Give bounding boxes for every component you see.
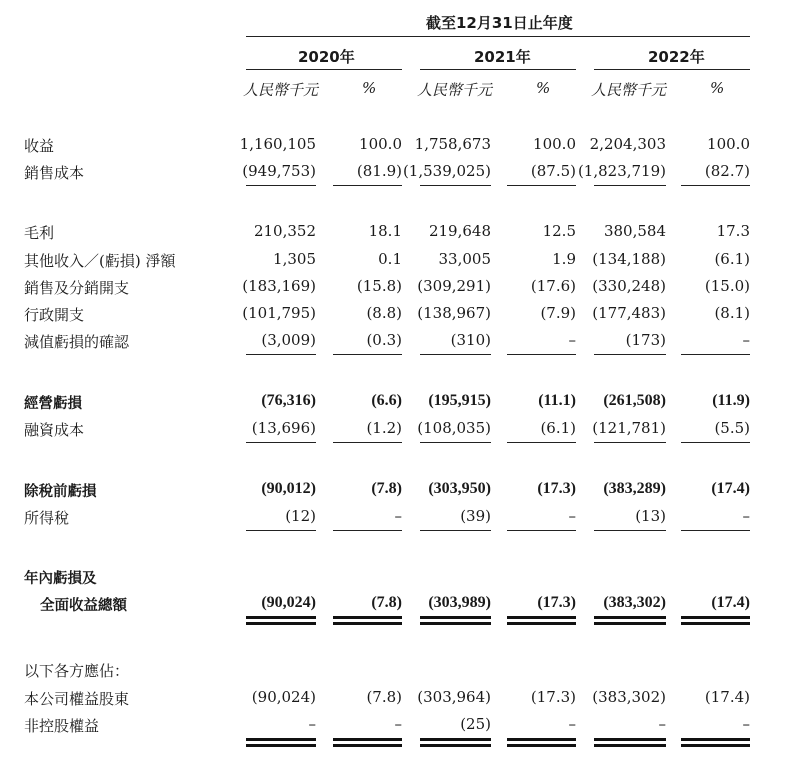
row-label-finance-costs: 融資成本 [24,421,85,439]
cell-revenue-2020-percent: 100.0 [359,135,402,153]
unit-label-2022: 人民幣千元 [591,81,667,99]
double-rule-bottom-total-2021-amount [420,622,491,625]
cell-total-comprehensive-loss-2020-percent: (7.8) [371,594,402,611]
cell-non-controlling-2022-amount: – [658,715,666,733]
cell-revenue-2022-percent: 100.0 [707,135,750,153]
double-rule-bottom-total-2020-amount [246,622,316,625]
rule-after-income-tax-2022-amount [594,530,666,531]
unit-label-2020: 人民幣千元 [243,81,319,99]
cell-income-tax-2020-percent: – [394,507,402,525]
double-rule-top-attributable-2021-amount [420,738,491,741]
cell-selling-expenses-2020-percent: (15.8) [356,277,402,295]
row-label-selling-expenses: 銷售及分銷開支 [24,279,130,297]
cell-income-tax-2021-percent: – [568,507,576,525]
double-rule-top-total-2021-percent [507,616,576,619]
double-rule-top-total-2020-percent [333,616,402,619]
cell-finance-costs-2021-percent: (6.1) [540,419,576,437]
row-label-impairment: 減值虧損的確認 [24,333,130,351]
cell-impairment-2020-percent: (0.3) [366,331,402,349]
cell-loss-before-tax-2021-amount: (303,950) [428,480,491,497]
cell-total-comprehensive-loss-2022-amount: (383,302) [603,594,666,611]
double-rule-top-attributable-2020-percent [333,738,402,741]
cell-revenue-2022-amount: 2,204,303 [589,135,666,153]
rule-after-finance-costs-2021-amount [420,442,491,443]
cell-income-tax-2021-amount: (39) [460,507,491,525]
year-rule-2021 [420,69,576,70]
double-rule-bottom-attributable-2022-amount [594,744,666,747]
cell-revenue-2020-amount: 1,160,105 [239,135,316,153]
cell-operating-loss-2020-amount: (76,316) [261,392,316,409]
cell-impairment-2021-percent: – [568,331,576,349]
rule-after-cost-of-sales-2020-amount [246,185,316,186]
cell-operating-loss-2022-percent: (11.9) [712,392,750,409]
year-header-2020: 2020年 [298,48,355,66]
percent-label-2022: % [710,79,725,97]
cell-other-income-2021-amount: 33,005 [438,250,491,268]
rule-after-income-tax-2022-percent [681,530,750,531]
year-header-2021: 2021年 [474,48,531,66]
double-rule-bottom-attributable-2021-percent [507,744,576,747]
cell-gross-profit-2022-percent: 17.3 [716,222,750,240]
rule-after-income-tax-2021-percent [507,530,576,531]
double-rule-bottom-attributable-2020-percent [333,744,402,747]
cell-loss-before-tax-2021-percent: (17.3) [537,480,576,497]
double-rule-bottom-attributable-2022-percent [681,744,750,747]
double-rule-bottom-total-2021-percent [507,622,576,625]
rule-after-impairment-2020-percent [333,354,402,355]
cell-other-income-2020-percent: 0.1 [378,250,402,268]
cell-selling-expenses-2022-amount: (330,248) [592,277,666,295]
cell-operating-loss-2021-amount: (195,915) [428,392,491,409]
cell-admin-expenses-2020-amount: (101,795) [242,304,316,322]
rule-after-income-tax-2020-percent [333,530,402,531]
cell-non-controlling-2021-percent: – [568,715,576,733]
cell-non-controlling-2020-percent: – [394,715,402,733]
header-rule [246,36,750,37]
cell-other-income-2020-amount: 1,305 [273,250,316,268]
rule-after-cost-of-sales-2022-amount [594,185,666,186]
row-label-other-income: 其他收入／(虧損) 淨額 [24,252,176,270]
percent-label-2020: % [362,79,377,97]
cell-gross-profit-2021-percent: 12.5 [542,222,576,240]
row-label-income-tax: 所得稅 [24,509,70,527]
cell-admin-expenses-2021-percent: (7.9) [540,304,576,322]
cell-loss-before-tax-2022-amount: (383,289) [603,480,666,497]
rule-after-impairment-2021-amount [420,354,491,355]
cell-cost-of-sales-2020-percent: (81.9) [356,162,402,180]
cell-other-income-2022-amount: (134,188) [592,250,666,268]
cell-finance-costs-2022-amount: (121,781) [592,419,666,437]
double-rule-bottom-total-2022-amount [594,622,666,625]
rule-after-finance-costs-2021-percent [507,442,576,443]
double-rule-top-total-2022-amount [594,616,666,619]
cell-finance-costs-2020-amount: (13,696) [251,419,316,437]
cell-loss-before-tax-2020-percent: (7.8) [371,480,402,497]
double-rule-top-total-2021-amount [420,616,491,619]
rule-after-finance-costs-2022-percent [681,442,750,443]
cell-total-comprehensive-loss-2022-percent: (17.4) [711,594,750,611]
row-label-gross-profit: 毛利 [24,224,55,242]
cell-total-comprehensive-loss-2021-amount: (303,989) [428,594,491,611]
cell-cost-of-sales-2021-percent: (87.5) [530,162,576,180]
row-label-loss-before-tax: 除稅前虧損 [24,484,97,500]
cell-equity-shareholders-2020-percent: (7.8) [366,688,402,706]
cell-equity-shareholders-2022-percent: (17.4) [704,688,750,706]
cell-operating-loss-2021-percent: (11.1) [538,392,576,409]
cell-income-tax-2022-amount: (13) [635,507,666,525]
row-label-admin-expenses: 行政開支 [24,306,85,324]
row-label-non-controlling: 非控股權益 [24,717,100,735]
cell-cost-of-sales-2022-amount: (1,823,719) [577,162,666,180]
cell-income-tax-2022-percent: – [742,507,750,525]
cell-admin-expenses-2022-amount: (177,483) [592,304,666,322]
cell-impairment-2020-amount: (3,009) [261,331,316,349]
cell-admin-expenses-2021-amount: (138,967) [417,304,491,322]
rule-after-finance-costs-2022-amount [594,442,666,443]
cell-total-comprehensive-loss-2021-percent: (17.3) [537,594,576,611]
cell-gross-profit-2021-amount: 219,648 [428,222,491,240]
cell-revenue-2021-amount: 1,758,673 [414,135,491,153]
cell-selling-expenses-2021-percent: (17.6) [530,277,576,295]
cell-non-controlling-2021-amount: (25) [460,715,491,733]
cell-equity-shareholders-2022-amount: (383,302) [592,688,666,706]
double-rule-top-attributable-2020-amount [246,738,316,741]
cell-selling-expenses-2020-amount: (183,169) [242,277,316,295]
unit-label-2021: 人民幣千元 [417,81,493,99]
cell-equity-shareholders-2020-amount: (90,024) [251,688,316,706]
double-rule-bottom-attributable-2021-amount [420,744,491,747]
period-header: 截至12月31日止年度 [426,14,573,32]
rule-after-income-tax-2020-amount [246,530,316,531]
cell-selling-expenses-2021-amount: (309,291) [417,277,491,295]
cell-revenue-2021-percent: 100.0 [533,135,576,153]
rule-after-impairment-2022-amount [594,354,666,355]
year-header-2022: 2022年 [648,48,705,66]
cell-operating-loss-2020-percent: (6.6) [371,392,402,409]
rule-after-impairment-2022-percent [681,354,750,355]
year-rule-2020 [246,69,402,70]
rule-after-finance-costs-2020-percent [333,442,402,443]
cell-impairment-2021-amount: (310) [450,331,491,349]
cell-admin-expenses-2020-percent: (8.8) [366,304,402,322]
cell-loss-before-tax-2020-amount: (90,012) [261,480,316,497]
cell-cost-of-sales-2022-percent: (82.7) [704,162,750,180]
cell-non-controlling-2020-amount: – [308,715,316,733]
rule-after-finance-costs-2020-amount [246,442,316,443]
double-rule-bottom-attributable-2020-amount [246,744,316,747]
rule-after-impairment-2020-amount [246,354,316,355]
double-rule-top-attributable-2021-percent [507,738,576,741]
cell-equity-shareholders-2021-percent: (17.3) [530,688,576,706]
double-rule-top-total-2022-percent [681,616,750,619]
row-label-total-loss-line2: 全面收益總額 [40,598,127,614]
cell-other-income-2022-percent: (6.1) [714,250,750,268]
row-label-equity-shareholders: 本公司權益股東 [24,690,130,708]
rule-after-impairment-2021-percent [507,354,576,355]
cell-cost-of-sales-2021-amount: (1,539,025) [402,162,491,180]
cell-selling-expenses-2022-percent: (15.0) [704,277,750,295]
rule-after-cost-of-sales-2021-amount [420,185,491,186]
double-rule-bottom-total-2020-percent [333,622,402,625]
percent-label-2021: % [536,79,551,97]
cell-finance-costs-2021-amount: (108,035) [417,419,491,437]
row-label-cost-of-sales: 銷售成本 [24,164,85,182]
row-label-operating-loss: 經營虧損 [24,396,82,412]
cell-impairment-2022-amount: (173) [625,331,666,349]
cell-finance-costs-2020-percent: (1.2) [366,419,402,437]
cell-income-tax-2020-amount: (12) [285,507,316,525]
rule-after-cost-of-sales-2022-percent [681,185,750,186]
cell-equity-shareholders-2021-amount: (303,964) [417,688,491,706]
cell-loss-before-tax-2022-percent: (17.4) [711,480,750,497]
cell-gross-profit-2020-amount: 210,352 [253,222,316,240]
double-rule-bottom-total-2022-percent [681,622,750,625]
cell-finance-costs-2022-percent: (5.5) [714,419,750,437]
cell-impairment-2022-percent: – [742,331,750,349]
cell-admin-expenses-2022-percent: (8.1) [714,304,750,322]
double-rule-top-attributable-2022-percent [681,738,750,741]
cell-gross-profit-2020-percent: 18.1 [368,222,402,240]
cell-non-controlling-2022-percent: – [742,715,750,733]
row-label-revenue: 收益 [24,137,55,155]
cell-gross-profit-2022-amount: 380,584 [603,222,666,240]
double-rule-top-total-2020-amount [246,616,316,619]
rule-after-cost-of-sales-2020-percent [333,185,402,186]
cell-other-income-2021-percent: 1.9 [552,250,576,268]
cell-operating-loss-2022-amount: (261,508) [603,392,666,409]
double-rule-top-attributable-2022-amount [594,738,666,741]
row-label-attributable-to: 以下各方應佔： [24,662,130,680]
rule-after-cost-of-sales-2021-percent [507,185,576,186]
rule-after-income-tax-2021-amount [420,530,491,531]
cell-cost-of-sales-2020-amount: (949,753) [242,162,316,180]
year-rule-2022 [594,69,750,70]
row-label-total-loss-line1: 年內虧損及 [24,571,97,587]
cell-total-comprehensive-loss-2020-amount: (90,024) [261,594,316,611]
